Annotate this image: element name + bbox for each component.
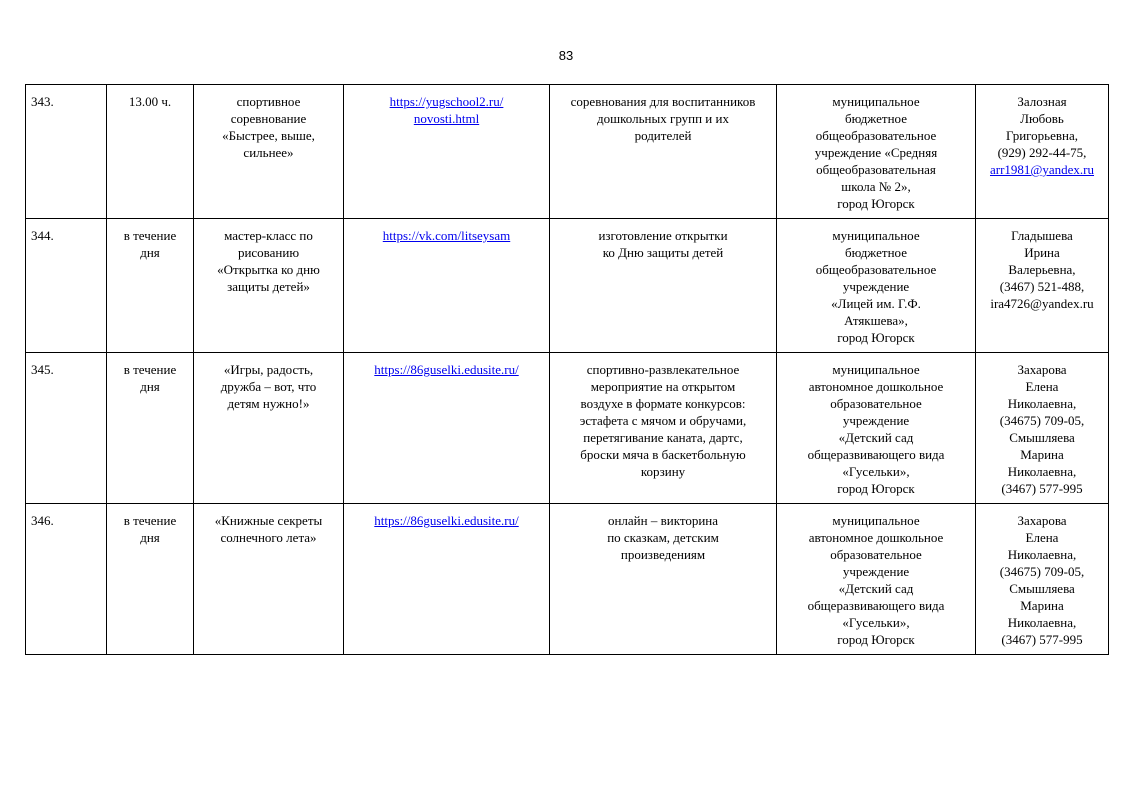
event-name: «Книжные секреты солнечного лета»: [194, 504, 344, 655]
event-time: в течение дня: [107, 353, 194, 504]
event-link[interactable]: https://yugschool2.ru/ novosti.html: [389, 94, 504, 126]
event-link[interactable]: https://86guselki.edusite.ru/: [374, 513, 519, 528]
event-link[interactable]: https://86guselki.edusite.ru/: [374, 362, 519, 377]
events-table: [25, 84, 1109, 655]
table-row: [26, 353, 1109, 504]
event-link-cell: [344, 85, 550, 219]
row-number: 343.: [26, 85, 107, 219]
organization: муниципальное бюджетное общеобразовательное учреждение «Лицей им. Г.Ф. Атякшева», город Югорск: [777, 219, 976, 353]
contact-info: Захарова Елена Николаевна, (34675) 709-05, Смышляева Марина Николаевна, (3467) 577-995: [976, 504, 1109, 655]
event-link-cell: [344, 219, 550, 353]
contact-info: Гладышева Ирина Валерьевна, (3467) 521-488, ira4726@yandex.ru: [976, 219, 1109, 353]
table-row: [26, 219, 1109, 353]
table-row: [26, 504, 1109, 655]
organization: муниципальное бюджетное общеобразовательное учреждение «Средняя общеобразовательная школа № 2», город Югорск: [777, 85, 976, 219]
event-description: онлайн – викторина по сказкам, детским произведениям: [550, 504, 777, 655]
table-row: [26, 85, 1109, 219]
row-number: 346.: [26, 504, 107, 655]
organization: муниципальное автономное дошкольное образовательное учреждение «Детский сад общеразвивающего вида «Гусельки», город Югорск: [777, 353, 976, 504]
event-name: мастер-класс по рисованию «Открытка ко дню защиты детей»: [194, 219, 344, 353]
event-time: в течение дня: [107, 504, 194, 655]
event-description: изготовление открытки ко Дню защиты детей: [550, 219, 777, 353]
row-number: 345.: [26, 353, 107, 504]
event-link-cell: [344, 353, 550, 504]
contact-info: Залозная Любовь Григорьевна, (929) 292-44-75,: [997, 94, 1087, 160]
event-time: 13.00 ч.: [107, 85, 194, 219]
contact-cell: [976, 85, 1109, 219]
page-number: 83: [558, 48, 574, 63]
event-name: «Игры, радость, дружба – вот, что детям нужно!»: [194, 353, 344, 504]
event-description: спортивно-развлекательное мероприятие на открытом воздухе в формате конкурсов: эстафета с мячом и обручами, перетягивание каната, дартс, броски мяча в баскетбольную корзину: [550, 353, 777, 504]
event-description: соревнования для воспитанников дошкольных групп и их родителей: [550, 85, 777, 219]
event-link-cell: [344, 504, 550, 655]
event-link[interactable]: https://vk.com/litseysam: [382, 228, 511, 243]
event-name: спортивное соревнование «Быстрее, выше, сильнее»: [194, 85, 344, 219]
contact-info: Захарова Елена Николаевна, (34675) 709-05, Смышляева Марина Николаевна, (3467) 577-995: [976, 353, 1109, 504]
row-number: 344.: [26, 219, 107, 353]
event-time: в течение дня: [107, 219, 194, 353]
contact-email-link[interactable]: arr1981@yandex.ru: [989, 162, 1095, 177]
organization: муниципальное автономное дошкольное образовательное учреждение «Детский сад общеразвивающего вида «Гусельки», город Югорск: [777, 504, 976, 655]
